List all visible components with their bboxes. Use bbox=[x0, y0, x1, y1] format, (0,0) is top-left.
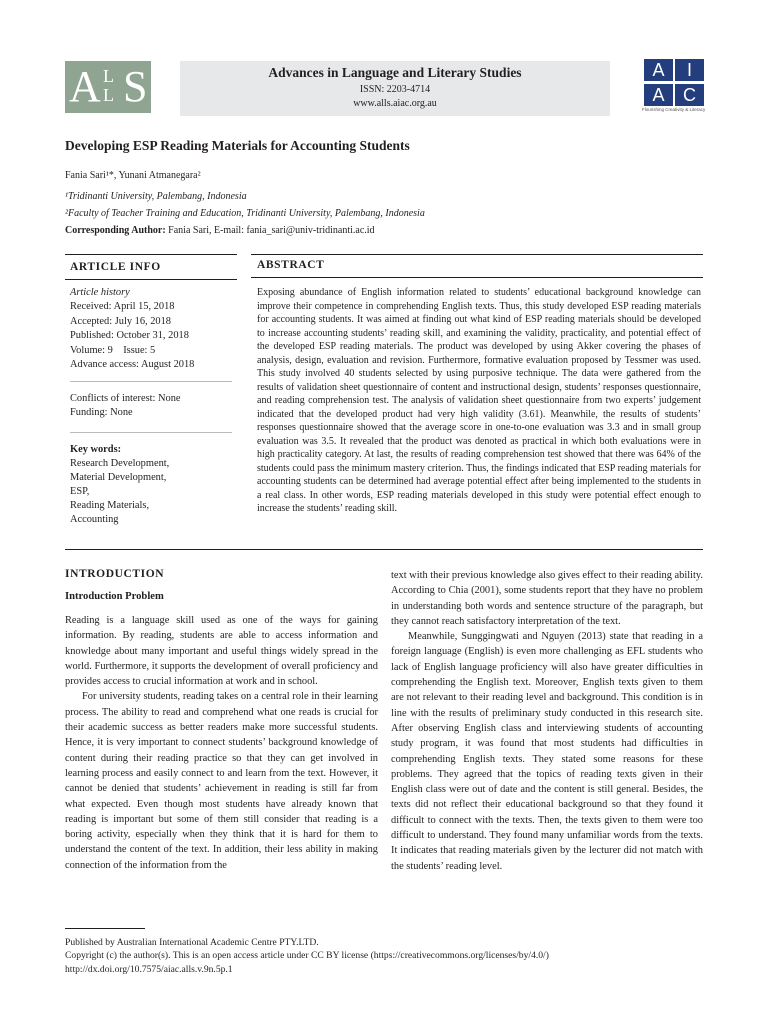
info-divider-2 bbox=[70, 432, 232, 433]
publisher-logo-aiac bbox=[642, 57, 704, 117]
funding: Funding: None bbox=[70, 407, 133, 418]
logo-letter-a: A bbox=[69, 62, 101, 111]
advance-access: Advance access: August 2018 bbox=[70, 359, 195, 370]
intro-paragraph-4: Meanwhile, Sunggingwati and Nguyen (2013) state that reading in a foreign language (English) is even more challenging as EFL students who lack of English language proficiency will also have greater difficulties in comprehending the English text. Moreover, English texts given to them are not relevant to their reading level and background. This condition is in line with the results of preliminary study conducted in this research site. After observing English class and interviewing students of accounting study program, it was found that most students had difficulties in comprehending English texts. They stated some reasons for these problems. They agreed that the topics of reading texts given in their English class were out of date and the content is still general. Besides, the texts did not reflect their educational background so that they found it difficult to connect with the texts. Then, the texts given to them were too difficult to understand. They found many unfamiliar words from the texts. It indicates that reading materials given by the lecturer did not match with the students’ reading level. bbox=[391, 631, 703, 872]
aiac-letter-a2: A bbox=[644, 84, 673, 106]
conflicts-of-interest: Conflicts of interest: None bbox=[70, 393, 181, 404]
journal-issn: ISSN: 2203-4714 bbox=[359, 84, 431, 95]
volume-issue: Volume: 9 Issue: 5 bbox=[70, 345, 156, 356]
info-head-rule bbox=[65, 279, 237, 280]
abstract-head-rule bbox=[251, 277, 703, 278]
intro-paragraph-2: For university students, reading takes on a central role in their learning process. The ability to read and comprehend what one reads is crucial for their academic success as better readers make more successful students. Hence, it is very important to connect students’ background knowledge of content during their reading practice so that they can get involved in learning process and easily connect to and learn from the text. However, it cannot be denied that students’ achievement in reading is still far from what expected. Even though most students have already known that reading is important but some of them still consider that reading is a boring activity, especially when they think that it is hard for them to understand the content of the text. In addition, their less ability in making connection of the information from the bbox=[65, 691, 378, 871]
keyword-item: Material Development, bbox=[70, 472, 167, 483]
info-top-rule bbox=[65, 254, 237, 255]
introduction-subheading: Introduction Problem bbox=[65, 591, 164, 602]
publisher-line: Published by Australian International Academic Centre PTY.LTD. bbox=[65, 937, 319, 948]
corresponding-author bbox=[65, 225, 375, 236]
paper-title: Developing ESP Reading Materials for Accounting Students bbox=[65, 138, 410, 153]
box-bottom-rule bbox=[65, 549, 703, 550]
doi-link[interactable]: http://dx.doi.org/10.7575/aiac.alls.v.9n.5p.1 bbox=[65, 963, 233, 975]
article-info-heading: ARTICLE INFO bbox=[70, 261, 161, 273]
logo-letter-l2: L bbox=[103, 85, 114, 105]
logo-letter-s: S bbox=[123, 62, 148, 111]
left-column bbox=[65, 613, 378, 873]
right-column bbox=[391, 568, 703, 874]
abstract-body: Exposing abundance of English information related to students’ educational background knowledge can improve their competence in comprehending English texts. Thus, this study developed ESP reading materials for accounting students. It was aimed at finding out what kind of ESP reading materials should be developed to increase accounting students’ reading skill, and examining the validity, practicality, and potential effect of the developed ESP reading materials. The product was developed by using Akker covering the phases of analysis, design, evaluation and revision. Furthermore, formative evaluation proposed by Tessmer was used. This study involved 40 students selected by using purposive technique. The data were gathered from the results of validation sheet questionnaire of content and instructional design, students’ responses questionnaire, and reading comprehension test. The analysis of validation sheet questionnaire from two experts’ judgement indicated that the developed product had very high validity (3.61). Meanwhile, the results of students’ responses questionnaire showed that the average score in one-to-one evaluation was 3.3 and in small group evaluation was 3.5. It revealed that the product was denoted as practical in which both evaluations were in high practicality category. At last, the results of reading comprehension test showed that there was 64% of the students could pass the minimum mastery criterion. Thus, the findings indicated that ESP reading materials for accounting students can be determined had average potential effect after being implemented to the students in a real class. In other words, ESP reading materials developed in this study were potential effect enough to increase the students’ reading skill. bbox=[257, 287, 701, 514]
info-divider-1 bbox=[70, 381, 232, 382]
corresponding-text: Fania Sari, E-mail: fania_sari@univ-tridinanti.ac.id bbox=[165, 225, 375, 236]
received-date: Received: April 15, 2018 bbox=[70, 301, 175, 312]
abstract-top-rule bbox=[251, 254, 703, 255]
accepted-date: Accepted: July 16, 2018 bbox=[70, 316, 171, 327]
keyword-item: ESP, bbox=[70, 486, 90, 497]
keyword-item: Accounting bbox=[70, 514, 119, 525]
introduction-heading: INTRODUCTION bbox=[65, 568, 165, 580]
journal-website[interactable]: www.alls.aiac.org.au bbox=[353, 98, 437, 109]
published-date: Published: October 31, 2018 bbox=[70, 330, 189, 341]
keyword-item: Research Development, bbox=[70, 458, 170, 469]
keyword-item: Reading Materials, bbox=[70, 500, 150, 511]
intro-paragraph-3: text with their previous knowledge also gives effect to their reading ability. According to Chia (2001), some students report that they have no problem in understanding both words and sentence structure of the paragraph, but they cannot reach satisfactory interpretation of the text. bbox=[391, 570, 703, 627]
footnote-rule bbox=[65, 928, 145, 929]
affiliation-1: ¹Tridinanti University, Palembang, Indonesia bbox=[65, 191, 247, 202]
aiac-letter-i: I bbox=[675, 59, 704, 81]
logo-letter-l1: L bbox=[103, 66, 114, 86]
history-label: Article history bbox=[70, 287, 130, 298]
journal-logo-alls bbox=[65, 61, 151, 113]
intro-paragraph-1: Reading is a language skill used as one of the ways for gaining information. By reading, students are able to access information and knowledge about many important and useful things widely spread in the world. Furthermore, it supports the development of overall proficiency and provides access to crucial information at work and in school. bbox=[65, 615, 378, 688]
journal-title: Advances in Language and Literary Studies bbox=[268, 65, 522, 80]
license-line[interactable]: Copyright (c) the author(s). This is an open access article under CC BY license (https://creativecommons.org/licenses/by/4.0/) bbox=[65, 950, 549, 962]
footer bbox=[65, 936, 549, 976]
affiliation-2: ²Faculty of Teacher Training and Education, Tridinanti University, Palembang, Indonesia bbox=[65, 208, 425, 219]
aiac-tagline: Flourishing Creativity & Literacy bbox=[642, 107, 706, 112]
author-list: Fania Sari¹*, Yunani Atmanegara² bbox=[65, 170, 201, 181]
aiac-letter-c: C bbox=[675, 84, 704, 106]
keywords-label: Key words: bbox=[70, 444, 122, 455]
abstract-heading: ABSTRACT bbox=[257, 259, 325, 271]
aiac-letter-a: A bbox=[644, 59, 673, 81]
corresponding-label: Corresponding Author: bbox=[65, 225, 166, 236]
